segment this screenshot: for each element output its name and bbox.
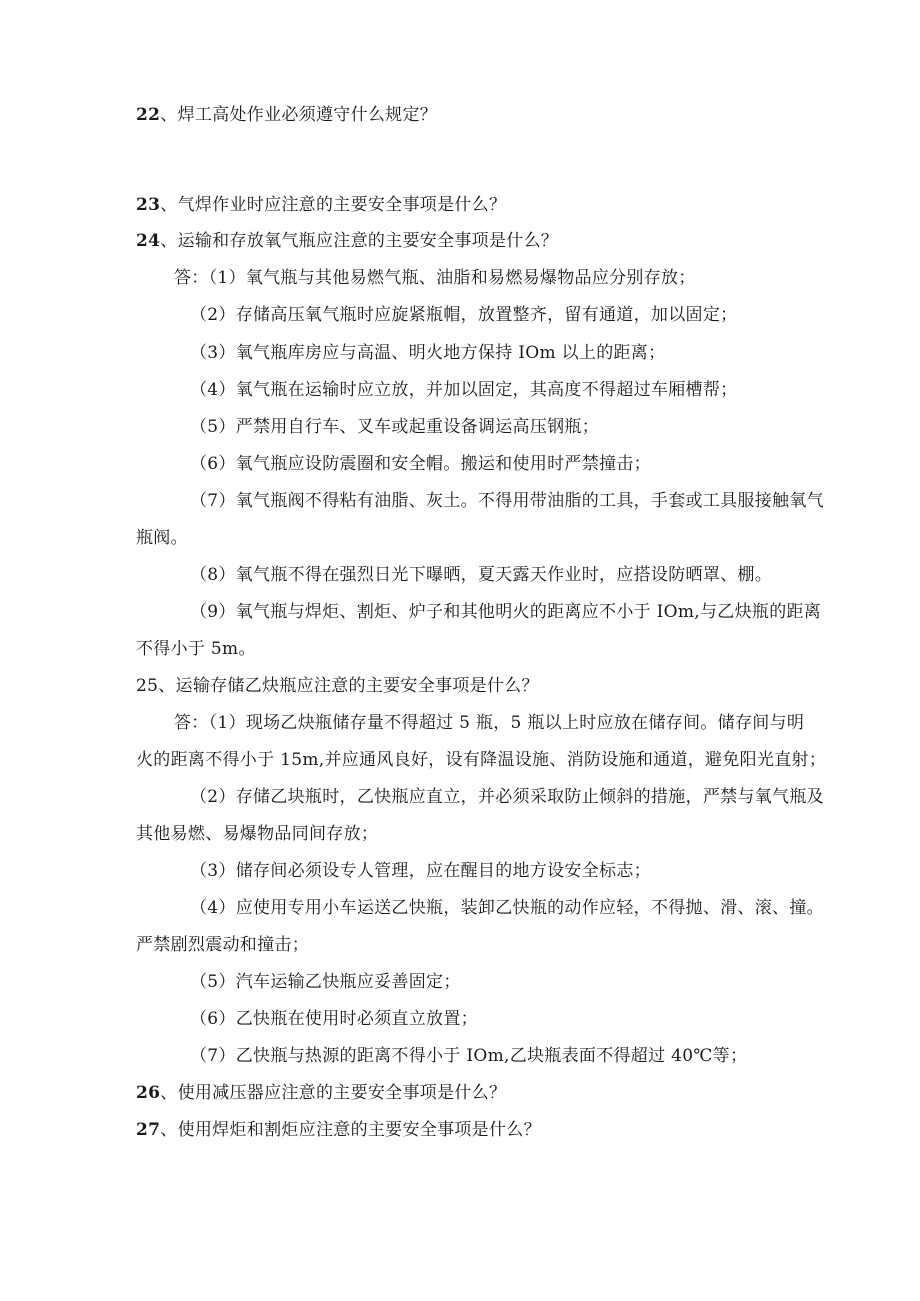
- question-text: 、气焊作业时应注意的主要安全事项是什么？: [160, 195, 507, 215]
- answer-24-line-6: （6）氧气瓶应设防震圈和安全帽。搬运和使用时严禁撞击；: [190, 454, 651, 474]
- answer-24-line-7a: （7）氧气瓶阀不得粘有油脂、灰土。不得用带油脂的工具，手套或工具服接触氧气: [190, 491, 824, 511]
- question-25: 25、运输存储乙炔瓶应注意的主要安全事项是什么？: [136, 676, 539, 696]
- answer-25-line-4b: 严禁剧烈震动和撞击；: [136, 935, 309, 955]
- answer-24-line-7b: 瓶阀。: [136, 528, 188, 548]
- question-24: [136, 230, 558, 252]
- question-number: 26: [136, 1083, 161, 1103]
- answer-24-line-8: （8）氧气瓶不得在强烈日光下曝晒，夏天露天作业时，应搭设防晒罩、棚。: [190, 565, 773, 585]
- answer-24-line-2: （2）存储高压氧气瓶时应旋紧瓶帽，放置整齐，留有通道，加以固定；: [190, 305, 738, 325]
- answer-25-line-7: （7）乙快瓶与热源的距离不得小于 IOm,乙块瓶表面不得超过 40℃等；: [190, 1046, 748, 1066]
- answer-25-line-1b: 火的距离不得小于 15m,并应通风良好，设有降温设施、消防设施和通道，避免阳光直射；: [136, 750, 827, 770]
- answer-25-line-3: （3）储存间必须设专人管理，应在醒目的地方设安全标志；: [190, 861, 651, 881]
- answer-25-line-2b: 其他易燃、易爆物品同间存放；: [136, 824, 379, 844]
- question-text: 、运输和存放氧气瓶应注意的主要安全事项是什么？: [160, 231, 559, 251]
- question-27: [136, 1119, 541, 1141]
- answer-25-line-4a: （4）应使用专用小车运送乙快瓶，装卸乙快瓶的动作应轻，不得抛、滑、滚、撞。: [190, 898, 824, 918]
- answer-24-line-9a: （9）氧气瓶与焊炬、割炬、炉子和其他明火的距离应不小于 IOm,与乙炔瓶的距离: [190, 602, 822, 622]
- question-text: 、焊工高处作业必须遵守什么规定？: [160, 105, 438, 125]
- question-number: 22: [136, 105, 161, 125]
- answer-25-line-5: （5）汽车运输乙快瓶应妥善固定；: [190, 972, 461, 992]
- answer-25-line-1a: 答：（1）现场乙炔瓶储存量不得超过 5 瓶，5 瓶以上时应放在储存间。储存间与明: [174, 713, 805, 733]
- question-number: 23: [136, 195, 161, 215]
- question-number: 27: [136, 1120, 161, 1140]
- answer-24-line-9b: 不得小于 5m。: [136, 639, 256, 659]
- answer-24-line-1: 答：（1）氧气瓶与其他易燃气瓶、油脂和易燃易爆物品应分别存放；: [174, 268, 696, 288]
- answer-25-line-2a: （2）存储乙块瓶时，乙快瓶应直立，并必须采取防止倾斜的措施，严禁与氧气瓶及: [190, 787, 824, 807]
- question-26: [136, 1082, 506, 1104]
- answer-24-line-4: （4）氧气瓶在运输时应立放，并加以固定，其高度不得超过车厢槽帮；: [190, 380, 738, 400]
- answer-25-line-6: （6）乙快瓶在使用时必须直立放置；: [190, 1009, 478, 1029]
- question-text: 、使用焊炬和割炬应注意的主要安全事项是什么？: [160, 1120, 541, 1140]
- answer-24-line-3: （3）氧气瓶库房应与高温、明火地方保持 IOm 以上的距离；: [190, 343, 666, 363]
- question-number: 24: [136, 231, 161, 251]
- question-23: [136, 194, 506, 216]
- answer-24-line-5: （5）严禁用自行车、叉车或起重设备调运高压钢瓶；: [190, 417, 600, 437]
- question-22: [136, 104, 437, 126]
- question-text: 、使用减压器应注意的主要安全事项是什么？: [160, 1083, 507, 1103]
